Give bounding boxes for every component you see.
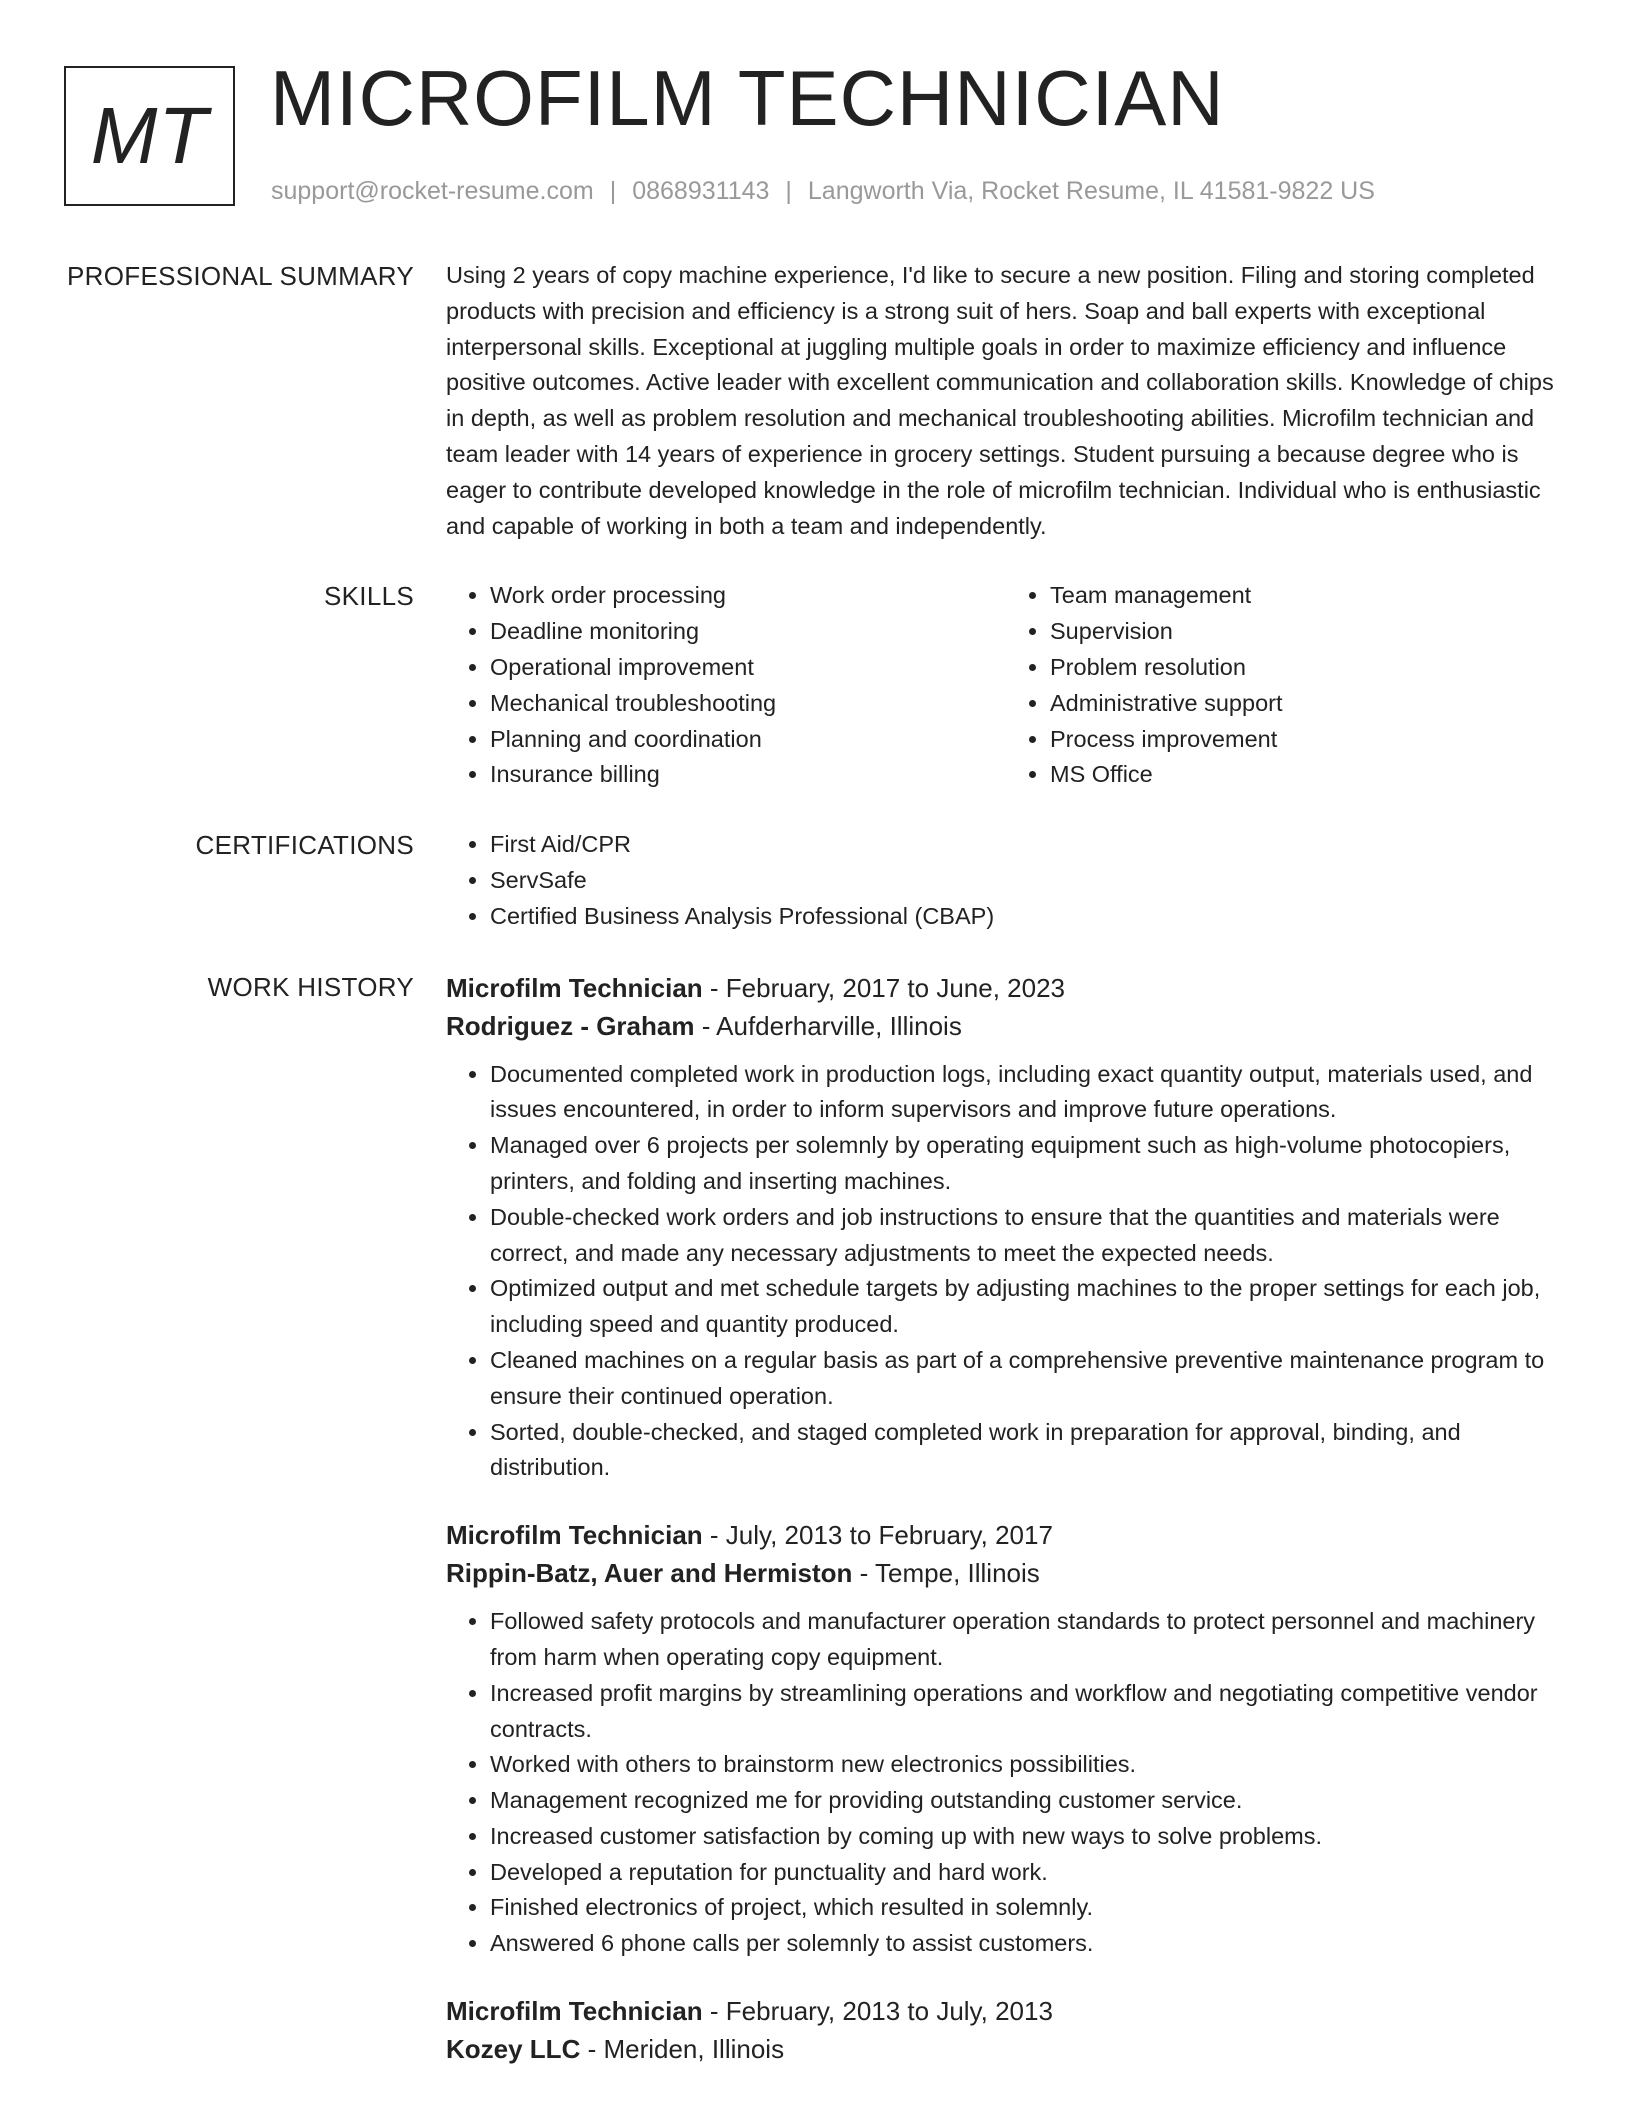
certifications-body [446, 827, 1566, 934]
job-bullet: • Management recognized me for providing outstanding customer service. [490, 1783, 1566, 1819]
job-entry [446, 1516, 1566, 1962]
job-title-line [446, 1516, 1566, 1554]
certification-item: • First Aid/CPR [490, 827, 1566, 863]
skill-item: • Mechanical troubleshooting [490, 686, 1006, 722]
job-dates: February, 2017 to June, 2023 [725, 972, 1065, 1003]
job-bullet: • Increased profit margins by streamlining operations and workflow and negotiating competitive vendor contracts. [490, 1676, 1566, 1748]
job-dash: - [702, 1996, 726, 2027]
job-bullet: • Worked with others to brainstorm new electronics possibilities. [490, 1747, 1566, 1783]
job-bullets [446, 1057, 1566, 1487]
contact-line [271, 174, 1375, 208]
job-company: Kozey LLC [446, 2034, 581, 2065]
job-dash: - [580, 2034, 604, 2065]
job-company-line [446, 2030, 1566, 2068]
skill-item: • MS Office [1050, 757, 1566, 793]
skills-list-right [1006, 578, 1566, 793]
job-location: Meriden, Illinois [603, 2034, 785, 2065]
summary-text: Using 2 years of copy machine experience, I'd like to secure a new position. Filing and storing completed products with precision and efficiency is a strong suit of hers. Soap and ball experts with exceptional interpersonal skills. Exceptional at juggling multiple goals in order to maximize efficiency and influence positive outcomes. Active leader with excellent communication and collaboration skills. Knowledge of chips in depth, as well as problem resolution and mechanical troubleshooting abilities. Microfilm technician and team leader with 14 years of experience in grocery settings. Student pursuing a because degree who is eager to contribute developed knowledge in the role of microfilm technician. Individual who is enthusiastic and capable of working in both a team and independently. [446, 262, 1554, 539]
job-title-line [446, 969, 1566, 1007]
job-location: Tempe, Illinois [875, 1558, 1040, 1589]
job-bullet: • Cleaned machines on a regular basis as part of a comprehensive preventive maintenance program to ensure their continued operation. [490, 1343, 1566, 1415]
contact-separator: | [785, 177, 792, 205]
skills-body [446, 578, 1566, 793]
job-bullet: • Documented completed work in production logs, including exact quantity output, materials used, and issues encountered, in order to inform supervisors and improve future operations. [490, 1057, 1566, 1129]
job-location: Aufderharville, Illinois [716, 1010, 962, 1041]
certification-item: • Certified Business Analysis Professional (CBAP) [490, 899, 1566, 935]
job-bullets [446, 1604, 1566, 1962]
job-bullet: • Answered 6 phone calls per solemnly to assist customers. [490, 1926, 1566, 1962]
job-bullet: • Increased customer satisfaction by coming up with new ways to solve problems. [490, 1819, 1566, 1855]
contact-email: support@rocket-resume.com [271, 177, 594, 205]
job-bullet: • Double-checked work orders and job instructions to ensure that the quantities and materials were correct, and made any necessary adjustments to meet the expected needs. [490, 1200, 1566, 1272]
skills-section [0, 578, 1632, 793]
job-title: Microfilm Technician [446, 1996, 703, 2027]
job-company-line [446, 1554, 1566, 1592]
skill-item: • Work order processing [490, 578, 1006, 614]
job-company: Rippin-Batz, Auer and Hermiston [446, 1558, 853, 1589]
job-dash: - [852, 1558, 876, 1589]
skills-list-left [446, 578, 1006, 793]
monogram-text: MT [90, 91, 209, 180]
job-dash: - [694, 1010, 717, 1041]
skill-item: • Problem resolution [1050, 650, 1566, 686]
skills-label: SKILLS [324, 581, 414, 612]
skill-item: • Insurance billing [490, 757, 1006, 793]
skill-item: • Supervision [1050, 614, 1566, 650]
summary-section [0, 258, 1632, 544]
job-dates: February, 2013 to July, 2013 [725, 1996, 1053, 2027]
certifications-section [0, 827, 1632, 934]
job-dates: July, 2013 to February, 2017 [725, 1520, 1053, 1551]
work-body [446, 969, 1566, 2069]
skill-item: • Team management [1050, 578, 1566, 614]
job-bullet: • Developed a reputation for punctuality and hard work. [490, 1855, 1566, 1891]
skill-item: • Operational improvement [490, 650, 1006, 686]
certification-item: • ServSafe [490, 863, 1566, 899]
job-dash: - [702, 972, 726, 1003]
job-company: Rodriguez - Graham [446, 1010, 695, 1041]
skill-item: • Administrative support [1050, 686, 1566, 722]
job-dash: - [702, 1520, 726, 1551]
job-bullet: • Followed safety protocols and manufacturer operation standards to protect personnel and machinery from harm when operating copy equipment. [490, 1604, 1566, 1676]
contact-address: Langworth Via, Rocket Resume, IL 41581-9822 US [807, 177, 1375, 205]
resume-content [0, 258, 1632, 2102]
job-title: Microfilm Technician [446, 972, 703, 1003]
contact-phone: 0868931143 [632, 177, 770, 205]
job-company-line [446, 1007, 1566, 1045]
certifications-label: CERTIFICATIONS [195, 830, 414, 861]
work-section [0, 969, 1632, 2069]
job-title: Microfilm Technician [446, 1520, 703, 1551]
job-entry [446, 969, 1566, 1487]
job-title-line [446, 1992, 1566, 2030]
contact-separator: | [609, 177, 617, 205]
job-bullet: • Sorted, double-checked, and staged completed work in preparation for approval, binding, and distribution. [490, 1415, 1566, 1487]
summary-label: PROFESSIONAL SUMMARY [67, 261, 414, 291]
monogram-box [64, 66, 235, 206]
summary-body [446, 258, 1566, 544]
skill-item: • Planning and coordination [490, 722, 1006, 758]
certifications-list [446, 827, 1566, 934]
resume-name: MICROFILM TECHNICIAN [270, 54, 1225, 142]
skill-item: • Process improvement [1050, 722, 1566, 758]
job-entry [446, 1992, 1566, 2068]
skill-item: • Deadline monitoring [490, 614, 1006, 650]
job-bullet: • Optimized output and met schedule targets by adjusting machines to the proper settings for each job, including speed and quantity produced. [490, 1271, 1566, 1343]
job-bullet: • Managed over 6 projects per solemnly by operating equipment such as high-volume photocopiers, printers, and folding and inserting machines. [490, 1128, 1566, 1200]
work-label: WORK HISTORY [207, 971, 414, 1002]
job-bullet: • Finished electronics of project, which resulted in solemnly. [490, 1890, 1566, 1926]
